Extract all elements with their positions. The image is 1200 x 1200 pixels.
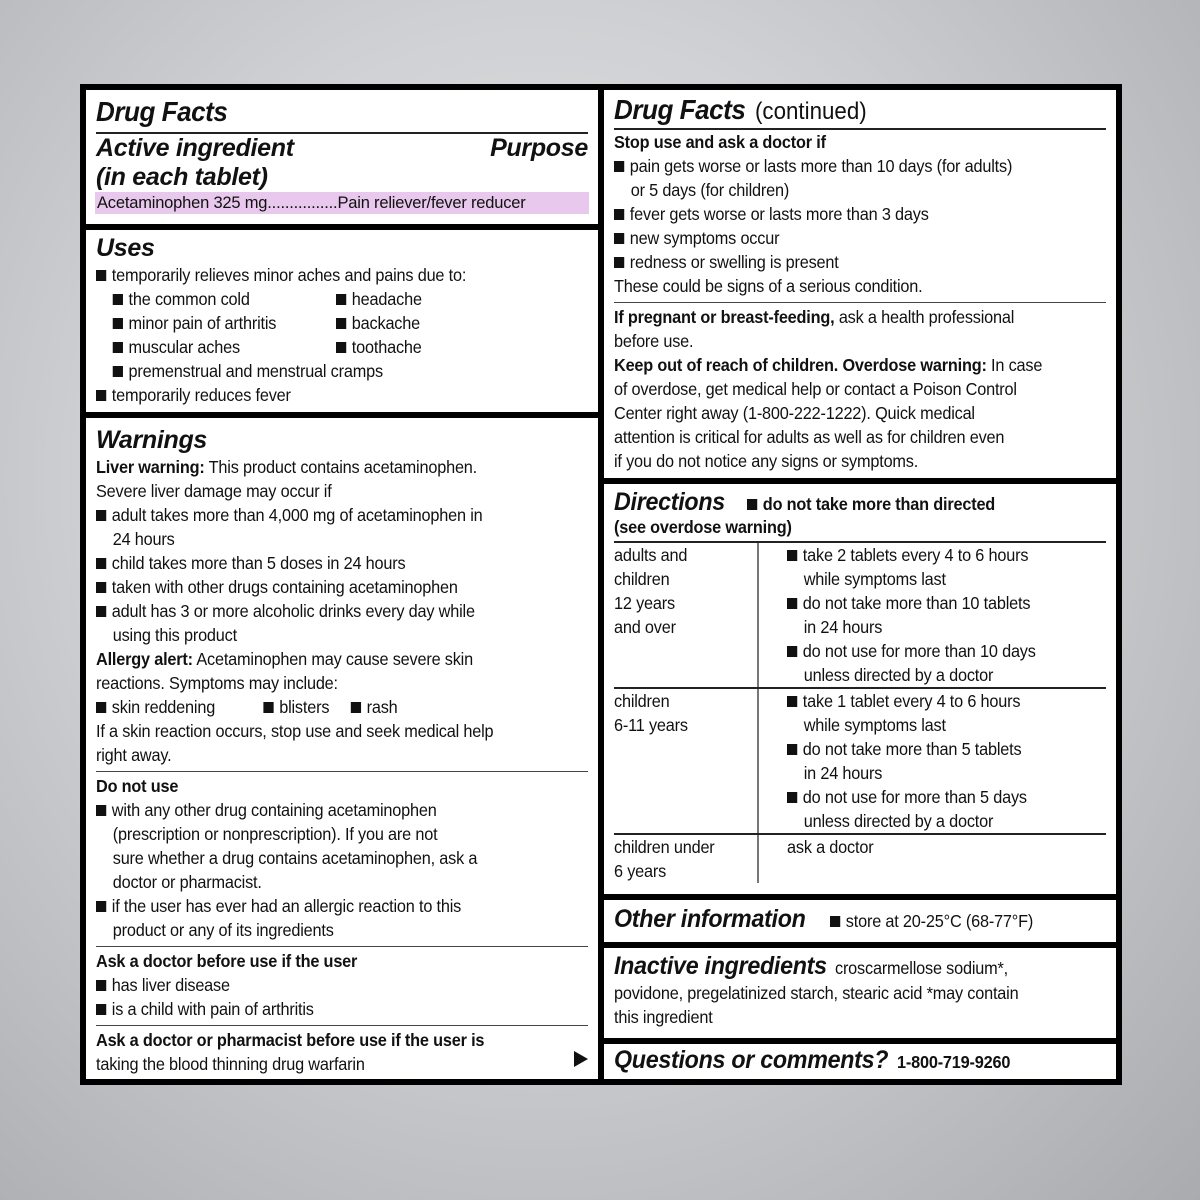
divider xyxy=(96,771,588,772)
stop-use-item: redness or swelling is present xyxy=(614,250,1072,274)
purpose-heading: Purpose xyxy=(490,134,588,162)
directions-row-adults xyxy=(614,541,1106,687)
active-ingredient-row xyxy=(95,192,589,214)
divider xyxy=(96,1025,588,1026)
skin-reaction-text: If a skin reaction occurs, stop use and seek medical help xyxy=(96,721,494,741)
bullet-icon xyxy=(614,161,624,172)
age-group: adults and children 12 years and over xyxy=(614,543,759,687)
bullet-icon xyxy=(787,744,797,755)
stop-use-heading: Stop use and ask a doctor if xyxy=(614,132,826,152)
bullet-icon xyxy=(351,702,361,713)
uses-item: muscular aches xyxy=(96,335,319,359)
bullet-icon xyxy=(96,510,106,521)
bullet-icon xyxy=(263,702,273,713)
bullet-icon xyxy=(96,606,106,617)
uses-item: minor pain of arthritis xyxy=(96,311,319,335)
continued-arrow-icon xyxy=(574,1051,588,1067)
bullet-icon xyxy=(96,582,106,593)
directions-table xyxy=(614,541,1106,883)
keep-out-warning: Keep out of reach of children. Overdose warning: In case xyxy=(614,355,1043,375)
stop-use-item-cont: or 5 days (for children) xyxy=(630,180,790,200)
bullet-icon xyxy=(96,805,106,816)
divider xyxy=(96,946,588,947)
bullet-icon xyxy=(96,901,106,912)
allergy-alert-text: reactions. Symptoms may include: xyxy=(96,673,338,693)
warnings-heading: Warnings xyxy=(96,426,208,454)
directions-note: (see overdose warning) xyxy=(614,517,792,537)
bullet-icon xyxy=(96,558,106,569)
bullet-icon xyxy=(614,257,624,268)
bullet-icon xyxy=(747,499,757,510)
liver-item-cont: 24 hours xyxy=(112,529,175,549)
liver-item: child takes more than 5 doses in 24 hours xyxy=(96,551,554,575)
bullet-icon xyxy=(336,294,346,305)
bullet-icon xyxy=(830,916,840,927)
liver-warning: Liver warning: This product contains acetaminophen. xyxy=(96,457,478,477)
keep-out-text: Center right away (1-800-222-1222). Quick medical xyxy=(614,403,975,423)
do-not-use-item-cont: (prescription or nonprescription). If you are not xyxy=(112,824,438,844)
liver-item: adult has 3 or more alcoholic drinks every day while xyxy=(96,599,554,623)
uses-panel xyxy=(86,230,598,412)
other-info-heading: Other information xyxy=(614,905,806,933)
drug-facts-title: Drug Facts xyxy=(96,96,228,127)
do-not-use-item: with any other drug containing acetaminophen xyxy=(96,798,554,822)
bullet-icon xyxy=(96,702,106,713)
dose-instructions: take 1 tablet every 4 to 6 hours while symptoms last do not take more than 5 tablets in 24 hours do not use for more than 5 days unless directed by a doctor xyxy=(759,689,1106,833)
bullet-icon xyxy=(96,980,106,991)
bullet-icon xyxy=(614,209,624,220)
directions-panel xyxy=(604,484,1116,894)
ingredient-purpose: Pain reliever/fever reducer xyxy=(337,194,526,212)
age-group: children under 6 years xyxy=(614,835,759,883)
do-not-use-item-cont: sure whether a drug contains acetaminophen, ask a xyxy=(112,848,478,868)
skin-reaction-text-cont: right away. xyxy=(96,745,172,765)
other-info-panel xyxy=(604,900,1116,942)
inactive-text: croscarmellose sodium*, xyxy=(834,958,1008,978)
uses-item: headache xyxy=(336,287,422,311)
bullet-icon xyxy=(336,342,346,353)
bullet-icon xyxy=(787,550,797,561)
questions-heading: Questions or comments? xyxy=(614,1046,889,1074)
allergy-alert: Allergy alert: Acetaminophen may cause severe skin xyxy=(96,649,473,669)
age-group: children 6-11 years xyxy=(614,689,759,833)
keep-out-text: if you do not notice any signs or symptoms. xyxy=(614,451,919,471)
storage-info: store at 20-25°C (68-77°F) xyxy=(830,909,1033,933)
keep-out-text: attention is critical for adults as well as for children even xyxy=(614,427,1005,447)
bullet-icon xyxy=(336,318,346,329)
inactive-ingredients-panel xyxy=(604,948,1116,1038)
do-not-use-item-cont: doctor or pharmacist. xyxy=(112,872,262,892)
ask-pharmacist-heading: Ask a doctor or pharmacist before use if the user is xyxy=(96,1030,485,1050)
stop-use-item: pain gets worse or lasts more than 10 days (for adults) xyxy=(614,154,1072,178)
stop-use-item: fever gets worse or lasts more than 3 days xyxy=(614,202,1072,226)
bullet-icon xyxy=(787,646,797,657)
liver-item: taken with other drugs containing acetaminophen xyxy=(96,575,554,599)
uses-item: temporarily reduces fever xyxy=(96,383,554,407)
ingredient-name: Acetaminophen 325 mg xyxy=(97,194,268,212)
uses-item: the common cold xyxy=(96,287,319,311)
pregnant-warning: If pregnant or breast-feeding, ask a health professional xyxy=(614,307,1015,327)
drug-facts-continued-panel xyxy=(604,90,1116,478)
directions-header: Directions do not take more than directed xyxy=(614,488,996,516)
bullet-icon xyxy=(96,1004,106,1015)
bullet-icon xyxy=(787,696,797,707)
dose-instructions: take 2 tablets every 4 to 6 hours while symptoms last do not take more than 10 tablets in 24 hours do not use for more than 10 days unless directed by a doctor xyxy=(759,543,1106,687)
inactive-text: this ingredient xyxy=(614,1007,713,1027)
dose-instructions: ask a doctor xyxy=(787,837,874,857)
questions-phone: 1-800-719-9260 xyxy=(896,1052,1011,1072)
keep-out-text: of overdose, get medical help or contact a Poison Control xyxy=(614,379,1017,399)
bullet-icon xyxy=(96,270,106,281)
stop-use-item: new symptoms occur xyxy=(614,226,1072,250)
warnings-panel xyxy=(86,418,598,1079)
do-not-use-item: if the user has ever had an allergic reaction to this xyxy=(96,894,554,918)
directions-row-children xyxy=(614,687,1106,833)
ask-pharmacist-text: taking the blood thinning drug warfarin xyxy=(96,1054,365,1074)
uses-list xyxy=(96,287,588,359)
pregnant-warning-cont: before use. xyxy=(614,331,694,351)
divider xyxy=(614,302,1106,303)
inactive-heading: Inactive ingredients xyxy=(614,952,827,980)
inactive-text: povidone, pregelatinized starch, stearic acid *may contain xyxy=(614,983,1019,1003)
liver-warning-text: Severe liver damage may occur if xyxy=(96,481,332,501)
bullet-icon xyxy=(113,294,123,305)
active-ingredient-panel xyxy=(86,90,598,224)
bullet-icon xyxy=(113,318,123,329)
stop-use-footer: These could be signs of a serious condition. xyxy=(614,276,923,296)
do-not-use-item-cont: product or any of its ingredients xyxy=(112,920,334,940)
symptoms-list: skin reddening blisters rash xyxy=(96,695,554,719)
bullet-icon xyxy=(787,792,797,803)
continued-title: Drug Facts(continued) xyxy=(614,94,867,125)
bullet-icon xyxy=(787,598,797,609)
active-ingredient-heading: Active ingredient xyxy=(96,134,294,162)
bullet-icon xyxy=(113,342,123,353)
ask-doctor-heading: Ask a doctor before use if the user xyxy=(96,951,358,971)
ask-doctor-item: has liver disease xyxy=(96,973,554,997)
do-not-use-heading: Do not use xyxy=(96,776,179,796)
uses-item: backache xyxy=(336,311,422,335)
liver-item-cont: using this product xyxy=(112,625,237,645)
active-ingredient-subheading: (in each tablet) xyxy=(96,163,268,191)
left-column xyxy=(86,90,598,1079)
uses-item: toothache xyxy=(336,335,422,359)
ask-doctor-item: is a child with pain of arthritis xyxy=(96,997,554,1021)
bullet-icon xyxy=(614,233,624,244)
uses-heading: Uses xyxy=(96,234,155,262)
right-column xyxy=(604,90,1116,1079)
uses-item: premenstrual and menstrual cramps xyxy=(96,359,554,383)
leader-dots: ................ xyxy=(267,194,338,212)
questions-panel xyxy=(604,1044,1116,1079)
drug-facts-label xyxy=(80,84,1122,1085)
bullet-icon xyxy=(96,390,106,401)
liver-item: adult takes more than 4,000 mg of acetaminophen in xyxy=(96,503,554,527)
uses-intro: temporarily relieves minor aches and pains due to: xyxy=(96,263,554,287)
bullet-icon xyxy=(113,366,123,377)
directions-row-under-6 xyxy=(614,833,1106,883)
